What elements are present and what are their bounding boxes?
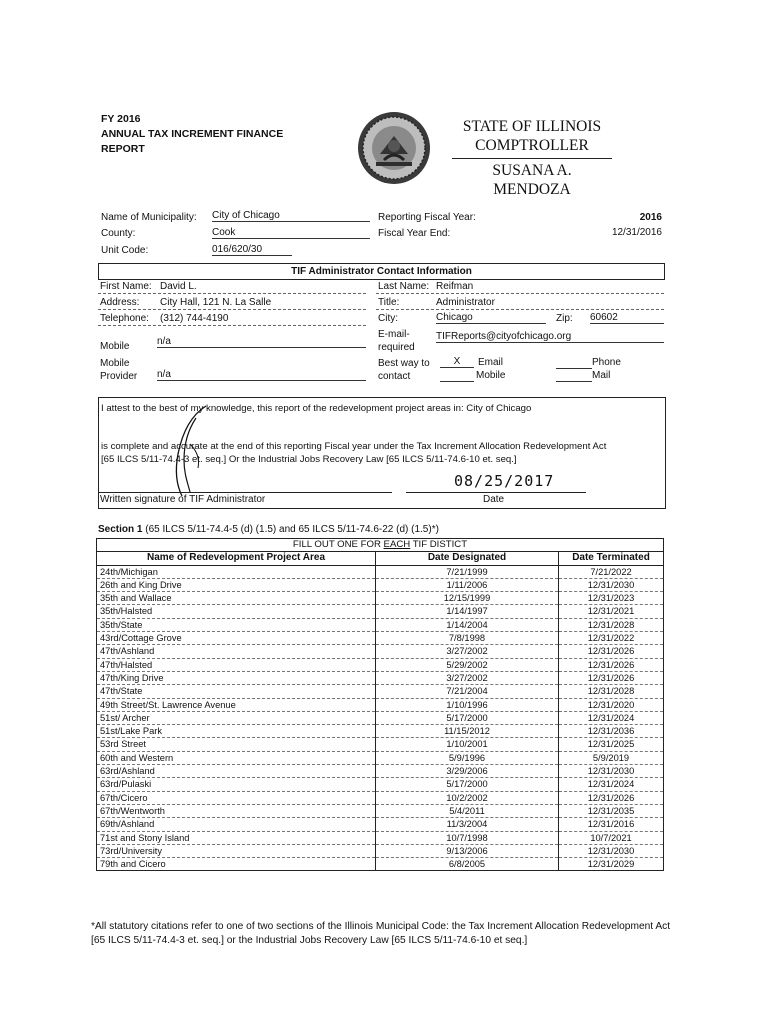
email-label-line-2: required — [378, 342, 415, 353]
date-designated-cell: 1/14/1997 — [376, 605, 559, 618]
project-area-cell: 63rd/Pulaski — [97, 778, 376, 791]
agency-block — [452, 117, 612, 199]
project-area-cell: 63rd/Ashland — [97, 765, 376, 778]
attestation-line-2: is complete and accurate at the end of this reporting Fiscal year under the Tax Increment Allocation Redevelopment Act — [101, 441, 607, 452]
email-choice-checkbox[interactable]: X — [440, 356, 474, 368]
date-designated-cell: 3/29/2006 — [376, 765, 559, 778]
contact-section-title: TIF Administrator Contact Information — [98, 263, 665, 280]
date-terminated-cell: 12/31/2016 — [559, 818, 664, 831]
table-row — [97, 565, 664, 578]
last-name-value: Reifman — [436, 281, 474, 292]
date-designated-cell: 3/27/2002 — [376, 645, 559, 658]
best-way-label-line-2: contact — [378, 371, 411, 382]
table-row — [97, 645, 664, 658]
date-terminated-cell: 12/31/2035 — [559, 804, 664, 817]
zip-label: Zip: — [556, 313, 573, 324]
date-designated-cell: 9/13/2006 — [376, 844, 559, 857]
date-designated-cell: 5/17/2000 — [376, 711, 559, 724]
date-designated-cell: 5/29/2002 — [376, 658, 559, 671]
date-designated-cell: 11/3/2004 — [376, 818, 559, 831]
comptroller-name: SUSANA A. MENDOZA — [452, 158, 612, 199]
date-designated-cell: 5/17/2000 — [376, 778, 559, 791]
best-way-label-line-1: Best way to — [378, 358, 430, 369]
address-label: Address: — [100, 297, 140, 308]
date-designated-cell: 1/11/2006 — [376, 578, 559, 591]
date-terminated-cell: 12/31/2036 — [559, 725, 664, 738]
table-row — [97, 844, 664, 857]
table-row — [97, 831, 664, 844]
date-designated-cell: 10/7/1998 — [376, 831, 559, 844]
table-row — [97, 698, 664, 711]
date-terminated-cell: 12/31/2026 — [559, 658, 664, 671]
county-value: Cook — [212, 227, 370, 239]
project-area-cell: 24th/Michigan — [97, 565, 376, 578]
date-designated-cell: 12/15/1999 — [376, 592, 559, 605]
project-area-cell: 51st/ Archer — [97, 711, 376, 724]
signature-label: Written signature of TIF Administrator — [100, 494, 266, 505]
project-area-cell: 35th and Wallace — [97, 592, 376, 605]
mobile-value: n/a — [157, 336, 366, 348]
date-terminated-cell: 12/31/2023 — [559, 592, 664, 605]
section-1-heading-bold: Section 1 — [98, 524, 143, 535]
table-row — [97, 725, 664, 738]
tif-district-table — [96, 538, 664, 871]
unit-code-label: Unit Code: — [101, 245, 149, 256]
table-row — [97, 711, 664, 724]
fiscal-year-end-label: Fiscal Year End: — [378, 228, 451, 239]
date-terminated-cell: 12/31/2025 — [559, 738, 664, 751]
project-area-cell: 26th and King Drive — [97, 578, 376, 591]
date-designated-cell: 1/14/2004 — [376, 618, 559, 631]
table-row — [97, 671, 664, 684]
date-terminated-cell: 12/31/2026 — [559, 645, 664, 658]
date-terminated-cell: 12/31/2020 — [559, 698, 664, 711]
project-area-cell: 47th/Ashland — [97, 645, 376, 658]
table-row — [97, 738, 664, 751]
date-designated-cell: 7/8/1998 — [376, 632, 559, 645]
column-header-date-designated: Date Designated — [376, 552, 559, 565]
fill-out-prefix: FILL OUT ONE FOR — [292, 539, 384, 550]
report-title-line-2: ANNUAL TAX INCREMENT FINANCE — [101, 128, 284, 140]
tif-district-table-body — [97, 565, 664, 871]
project-area-cell: 69th/Ashland — [97, 818, 376, 831]
project-area-cell: 67th/Wentworth — [97, 804, 376, 817]
table-row — [97, 778, 664, 791]
report-title — [101, 112, 283, 157]
telephone-value: (312) 744-4190 — [160, 313, 229, 324]
fill-out-suffix: TIF DISTICT — [410, 539, 468, 550]
city-value: Chicago — [436, 312, 546, 324]
project-area-cell: 79th and Cicero — [97, 858, 376, 871]
date-terminated-cell: 5/9/2019 — [559, 751, 664, 764]
project-area-cell: 51st/Lake Park — [97, 725, 376, 738]
handwritten-date: 08/25/2017 — [454, 472, 555, 490]
table-row — [97, 858, 664, 871]
mobile-choice-label: Mobile — [476, 370, 506, 381]
fiscal-year-value: 2016 — [639, 212, 662, 223]
report-title-line-3: REPORT — [101, 143, 145, 155]
section-1-heading-citation: (65 ILCS 5/11-74.4-5 (d) (1.5) and 65 ILCS 5/11-74.6-22 (d) (1.5)*) — [142, 524, 439, 535]
email-label-line-1: E-mail- — [378, 329, 410, 340]
mobile-provider-label — [100, 357, 137, 383]
municipality-name-label: Name of Municipality: — [101, 212, 197, 223]
attestation-line-1: I attest to the best of my knowledge, this report of the redevelopment project areas in: City of Chicago — [101, 403, 532, 414]
table-row — [97, 618, 664, 631]
attestation-line-3: [65 ILCS 5/11-74.4-3 et. seq.] Or the Industrial Jobs Recovery Law [65 ILCS 5/11-74.6-10 et. seq.] — [101, 454, 517, 465]
first-name-value: David L. — [160, 281, 197, 292]
table-row — [97, 804, 664, 817]
email-choice-label: Email — [478, 357, 504, 368]
email-value: TIFReports@cityofchicago.org — [436, 331, 664, 343]
table-row — [97, 592, 664, 605]
unit-code-value: 016/620/30 — [212, 244, 292, 256]
zip-value: 60602 — [590, 312, 664, 324]
date-designated-cell: 7/21/1999 — [376, 565, 559, 578]
title-label: Title: — [378, 297, 400, 308]
table-row — [97, 578, 664, 591]
mail-choice-label: Mail — [592, 370, 611, 381]
date-designated-cell: 7/21/2004 — [376, 685, 559, 698]
table-row — [97, 605, 664, 618]
table-row — [97, 791, 664, 804]
statutory-footnote: *All statutory citations refer to one of two sections of the Illinois Municipal Code: the Tax Increment Allocation Redevelopment Act [65 ILCS 5/11-74.4-3 et. seq.] or the Industrial Jobs Recovery Law [65 ILCS 5/11-74.6-10 et seq.] — [91, 921, 671, 946]
municipality-name-value: City of Chicago — [212, 210, 370, 222]
agency-line-2: COMPTROLLER — [475, 137, 589, 154]
report-title-line-1: FY 2016 — [101, 113, 141, 125]
table-row — [97, 658, 664, 671]
mobile-provider-label-line-1: Mobile — [100, 358, 130, 369]
project-area-cell: 67th/Cicero — [97, 791, 376, 804]
project-area-cell: 35th/Halsted — [97, 605, 376, 618]
date-terminated-cell: 12/31/2028 — [559, 685, 664, 698]
project-area-cell: 60th and Western — [97, 751, 376, 764]
table-row — [97, 685, 664, 698]
table-row — [97, 765, 664, 778]
title-value: Administrator — [436, 297, 495, 308]
date-terminated-cell: 12/31/2024 — [559, 711, 664, 724]
column-header-project-area: Name of Redevelopment Project Area — [97, 552, 376, 565]
project-area-cell: 43rd/Cottage Grove — [97, 632, 376, 645]
last-name-label: Last Name: — [378, 281, 430, 292]
date-terminated-cell: 12/31/2024 — [559, 778, 664, 791]
column-header-date-terminated: Date Terminated — [559, 552, 664, 565]
date-terminated-cell: 12/31/2030 — [559, 765, 664, 778]
date-designated-cell: 1/10/1996 — [376, 698, 559, 711]
mobile-choice-checkbox[interactable] — [440, 369, 474, 382]
telephone-label: Telephone: — [100, 313, 149, 324]
project-area-cell: 73rd/University — [97, 844, 376, 857]
project-area-cell: 47th/State — [97, 685, 376, 698]
best-way-label — [378, 357, 430, 383]
project-area-cell: 53rd Street — [97, 738, 376, 751]
fiscal-year-end-value: 12/31/2016 — [611, 227, 662, 238]
mobile-provider-value: n/a — [157, 369, 366, 381]
date-designated-cell: 3/27/2002 — [376, 671, 559, 684]
project-area-cell: 47th/Halsted — [97, 658, 376, 671]
comptroller-seal-icon — [356, 110, 432, 186]
phone-choice-label: Phone — [592, 357, 621, 368]
date-designated-cell: 6/8/2005 — [376, 858, 559, 871]
date-terminated-cell: 12/31/2030 — [559, 844, 664, 857]
email-label — [378, 328, 415, 354]
city-label: City: — [378, 313, 398, 324]
project-area-cell: 47th/King Drive — [97, 671, 376, 684]
table-row — [97, 818, 664, 831]
agency-line-1: STATE OF ILLINOIS — [462, 118, 602, 135]
date-designated-cell: 5/9/1996 — [376, 751, 559, 764]
fill-out-each: EACH — [383, 539, 411, 550]
address-value: City Hall, 121 N. La Salle — [160, 297, 272, 308]
mobile-provider-label-line-2: Provider — [100, 371, 138, 382]
project-area-cell: 49th Street/St. Lawrence Avenue — [97, 698, 376, 711]
section-1-heading — [98, 524, 439, 535]
handwritten-signature-icon — [160, 404, 230, 500]
date-designated-cell: 1/10/2001 — [376, 738, 559, 751]
date-designated-cell: 11/15/2012 — [376, 725, 559, 738]
date-terminated-cell: 12/31/2022 — [559, 632, 664, 645]
date-terminated-cell: 12/31/2029 — [559, 858, 664, 871]
county-label: County: — [101, 228, 136, 239]
date-terminated-cell: 12/31/2030 — [559, 578, 664, 591]
date-terminated-cell: 12/31/2028 — [559, 618, 664, 631]
date-terminated-cell: 12/31/2021 — [559, 605, 664, 618]
date-terminated-cell: 12/31/2026 — [559, 791, 664, 804]
date-terminated-cell: 10/7/2021 — [559, 831, 664, 844]
table-row — [97, 632, 664, 645]
mail-choice-checkbox[interactable] — [556, 369, 592, 382]
project-area-cell: 35th/State — [97, 618, 376, 631]
date-terminated-cell: 12/31/2026 — [559, 671, 664, 684]
mobile-label: Mobile — [100, 341, 130, 352]
date-designated-cell: 5/4/2011 — [376, 804, 559, 817]
date-terminated-cell: 7/21/2022 — [559, 565, 664, 578]
first-name-label: First Name: — [100, 281, 152, 292]
fill-out-instruction — [97, 539, 664, 552]
date-designated-cell: 10/2/2002 — [376, 791, 559, 804]
fiscal-year-label: Reporting Fiscal Year: — [378, 212, 476, 223]
date-label: Date — [483, 494, 505, 505]
table-row — [97, 751, 664, 764]
phone-choice-checkbox[interactable] — [556, 356, 592, 369]
project-area-cell: 71st and Stony Island — [97, 831, 376, 844]
